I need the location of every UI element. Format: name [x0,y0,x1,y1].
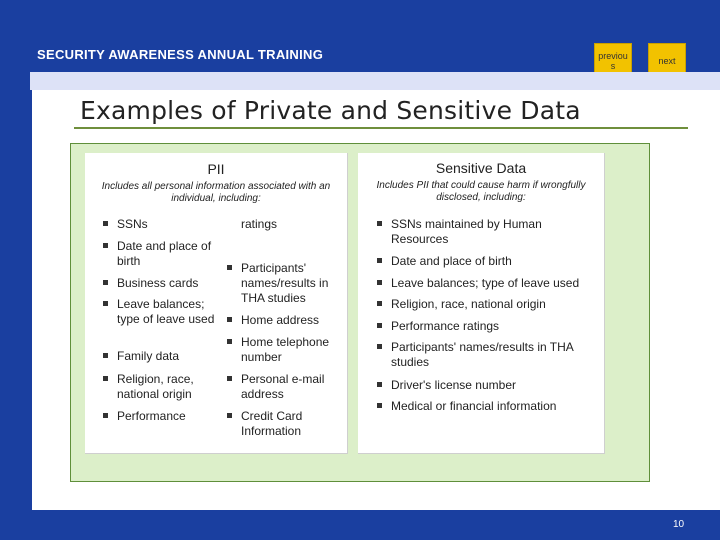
bullet-icon [377,344,382,349]
list-item: Date and place of birth [103,239,221,269]
list-item: Home address [227,313,342,328]
course-title: SECURITY AWARENESS ANNUAL TRAINING [37,47,324,62]
bullet-icon [103,413,108,418]
list-item: Performance [103,409,221,424]
bullet-icon [103,353,108,358]
sensitive-data-intro: Includes PII that could cause harm if wrongfully disclosed, including: [376,180,586,203]
bullet-icon [377,403,382,408]
list-item: SSNs [103,217,221,232]
list-item: Driver's license number [377,378,599,393]
title-divider [74,127,688,129]
bullet-icon [227,317,232,322]
previous-button[interactable]: previou s [594,43,632,79]
list-item: Business cards [103,276,221,291]
list-item: Religion, race, national origin [103,372,221,402]
bullet-icon [377,323,382,328]
pii-intro: Includes all personal information associated with an individual, including: [101,181,331,204]
sensitive-data-heading: Sensitive Data [435,160,527,176]
bullet-icon [103,221,108,226]
bullet-icon [227,339,232,344]
bullet-icon [377,221,382,226]
bullet-icon [227,376,232,381]
bullet-icon [103,376,108,381]
list-item: Performance ratings [377,319,599,334]
list-item: Participants' names/results in THA studies [377,340,599,370]
list-item-continuation: ratings [241,217,278,231]
list-item: Home telephone number [227,335,342,365]
header-stripe [30,72,720,90]
slide-title: Examples of Private and Sensitive Data [80,96,581,125]
pii-heading: PII [207,161,225,177]
page-number: 10 [673,519,685,530]
bullet-icon [227,265,232,270]
list-item: Personal e-mail address [227,372,342,402]
next-button[interactable]: next [648,43,686,79]
bullet-icon [103,301,108,306]
bullet-icon [377,382,382,387]
bullet-icon [377,301,382,306]
list-item: Date and place of birth [377,254,599,269]
list-item: Credit Card Information [227,409,342,439]
bullet-icon [377,258,382,263]
list-item: Family data [103,349,221,364]
bullet-icon [103,243,108,248]
bullet-icon [103,280,108,285]
list-item: SSNs maintained by Human Resources [377,217,599,247]
list-item: Medical or financial information [377,399,599,414]
list-item: Participants' names/results in THA studies [227,261,342,306]
list-item: Religion, race, national origin [377,297,599,312]
list-item: Leave balances; type of leave used [103,297,221,327]
list-item: Leave balances; type of leave used [377,276,599,291]
bullet-icon [377,280,382,285]
bullet-icon [227,413,232,418]
